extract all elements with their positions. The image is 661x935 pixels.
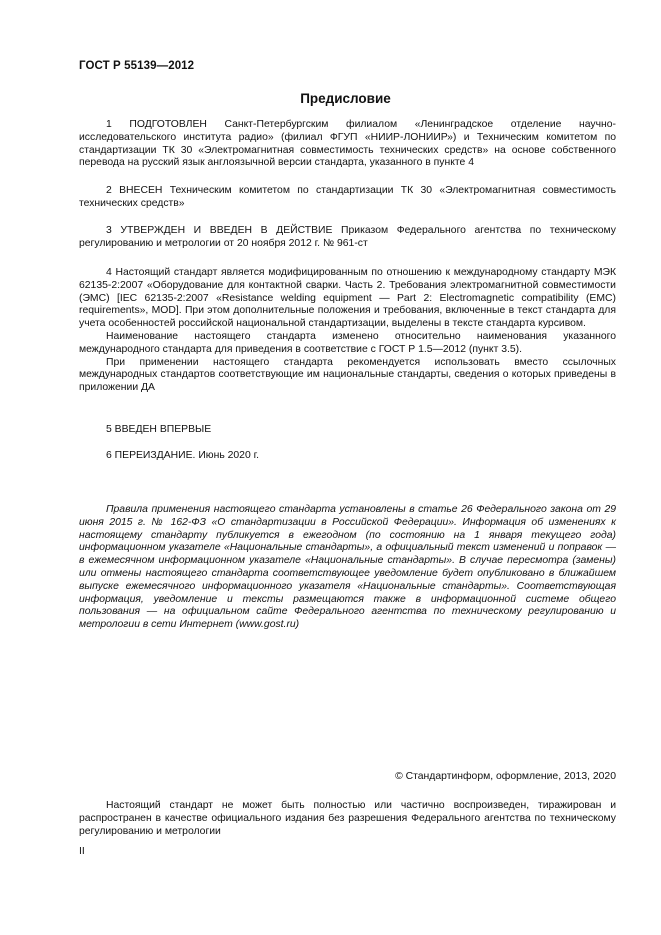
item-5-paragraph: 5 ВВЕДЕН ВПЕРВЫЕ bbox=[106, 424, 212, 435]
item-1-paragraph: 1 ПОДГОТОВЛЕН Санкт-Петербургским филиалом «Ленинградское отделение научно-исследовательского института радио» (филиал ФГУП «НИИР-ЛОНИИР») и Техническим комитетом по стандартизации ТК 30 «Электромагнитная совместимость технических средств» на основе собственного перевода на русский язык англоязычной версии стандарта, указанного в пункте 4 bbox=[79, 119, 616, 169]
item-6-paragraph: 6 ПЕРЕИЗДАНИЕ. Июнь 2020 г. bbox=[106, 450, 260, 461]
standard-code-header: ГОСТ Р 55139—2012 bbox=[79, 60, 195, 72]
item-3-paragraph: 3 УТВЕРЖДЕН И ВВЕДЕН В ДЕЙСТВИЕ Приказом Федерального агентства по техническому регулированию и метрологии от 20 ноября 2012 г. № 961-ст bbox=[79, 225, 616, 249]
reproduction-notice bbox=[79, 800, 616, 838]
page-title bbox=[0, 91, 661, 106]
foreword-item-3 bbox=[79, 225, 616, 251]
foreword-item-6 bbox=[79, 450, 616, 463]
item-4-paragraph-1: 4 Настоящий стандарт является модифицированным по отношению к международному стандарту МЭК 62135-2:2007 «Оборудование для контактной сварки. Часть 2. Требования электромагнитной совместимости (ЭМС) [IEC 62135-2:2007 «Resistance welding equipment — Part 2: Electromagnetic compatibility (EMC) requirements», MOD]. При этом дополнительные положения и требования, включенные в текст стандарта для учета особенностей российской национальной стандартизации, выделены в тексте стандарта курсивом. bbox=[79, 267, 616, 330]
foreword-item-4 bbox=[79, 267, 616, 395]
item-4-paragraph-2: Наименование настоящего стандарта изменено относительно наименования указанного международного стандарта для приведения в соответствие с ГОСТ Р 1.5—2012 (пункт 3.5). bbox=[79, 330, 616, 355]
item-4-paragraph-3: При применении настоящего стандарта рекомендуется использовать вместо ссылочных международных стандартов соответствующие им национальные стандарты, сведения о которых приведены в приложении ДА bbox=[79, 356, 616, 394]
foreword-item-5 bbox=[79, 424, 616, 437]
notice-paragraph: Правила применения настоящего стандарта установлены в статье 26 Федерального закона от 29 июня 2015 г. № 162-ФЗ «О стандартизации в Российской Федерации». Информация об изменениях к настоящему стандарту публикуется в ежегодном (по состоянию на 1 января текущего года) информационном указателе «Национальные стандарты», а официальный текст изменений и поправок — в ежемесячном информационном указателе «Национальные стандарты». В случае пересмотра (замены) или отмены настоящего стандарта соответствующее уведомление будет опубликовано в ближайшем выпуске ежемесячного информационного указателя «Национальные стандарты». Соответствующая информация, уведомление и тексты размещаются также в информационной системе общего пользования — на официальном сайте Федерального агентства по техническому регулированию и метрологии в сети Интернет (www.gost.ru) bbox=[79, 504, 616, 631]
foreword-item-2 bbox=[79, 185, 616, 211]
page-title-text: Предисловие bbox=[300, 91, 391, 106]
copyright-line: © Стандартинформ, оформление, 2013, 2020 bbox=[395, 771, 616, 782]
reproduction-notice-text: Настоящий стандарт не может быть полностью или частично воспроизведен, тиражирован и распространен в качестве официального издания без разрешения Федерального агентства по техническому регулированию и метрологии bbox=[79, 800, 616, 837]
item-2-paragraph: 2 ВНЕСЕН Техническим комитетом по стандартизации ТК 30 «Электромагнитная совместимость технических средств» bbox=[79, 185, 616, 209]
foreword-item-1 bbox=[79, 119, 616, 170]
page-number: II bbox=[79, 846, 85, 857]
standard-application-notice bbox=[79, 504, 616, 632]
